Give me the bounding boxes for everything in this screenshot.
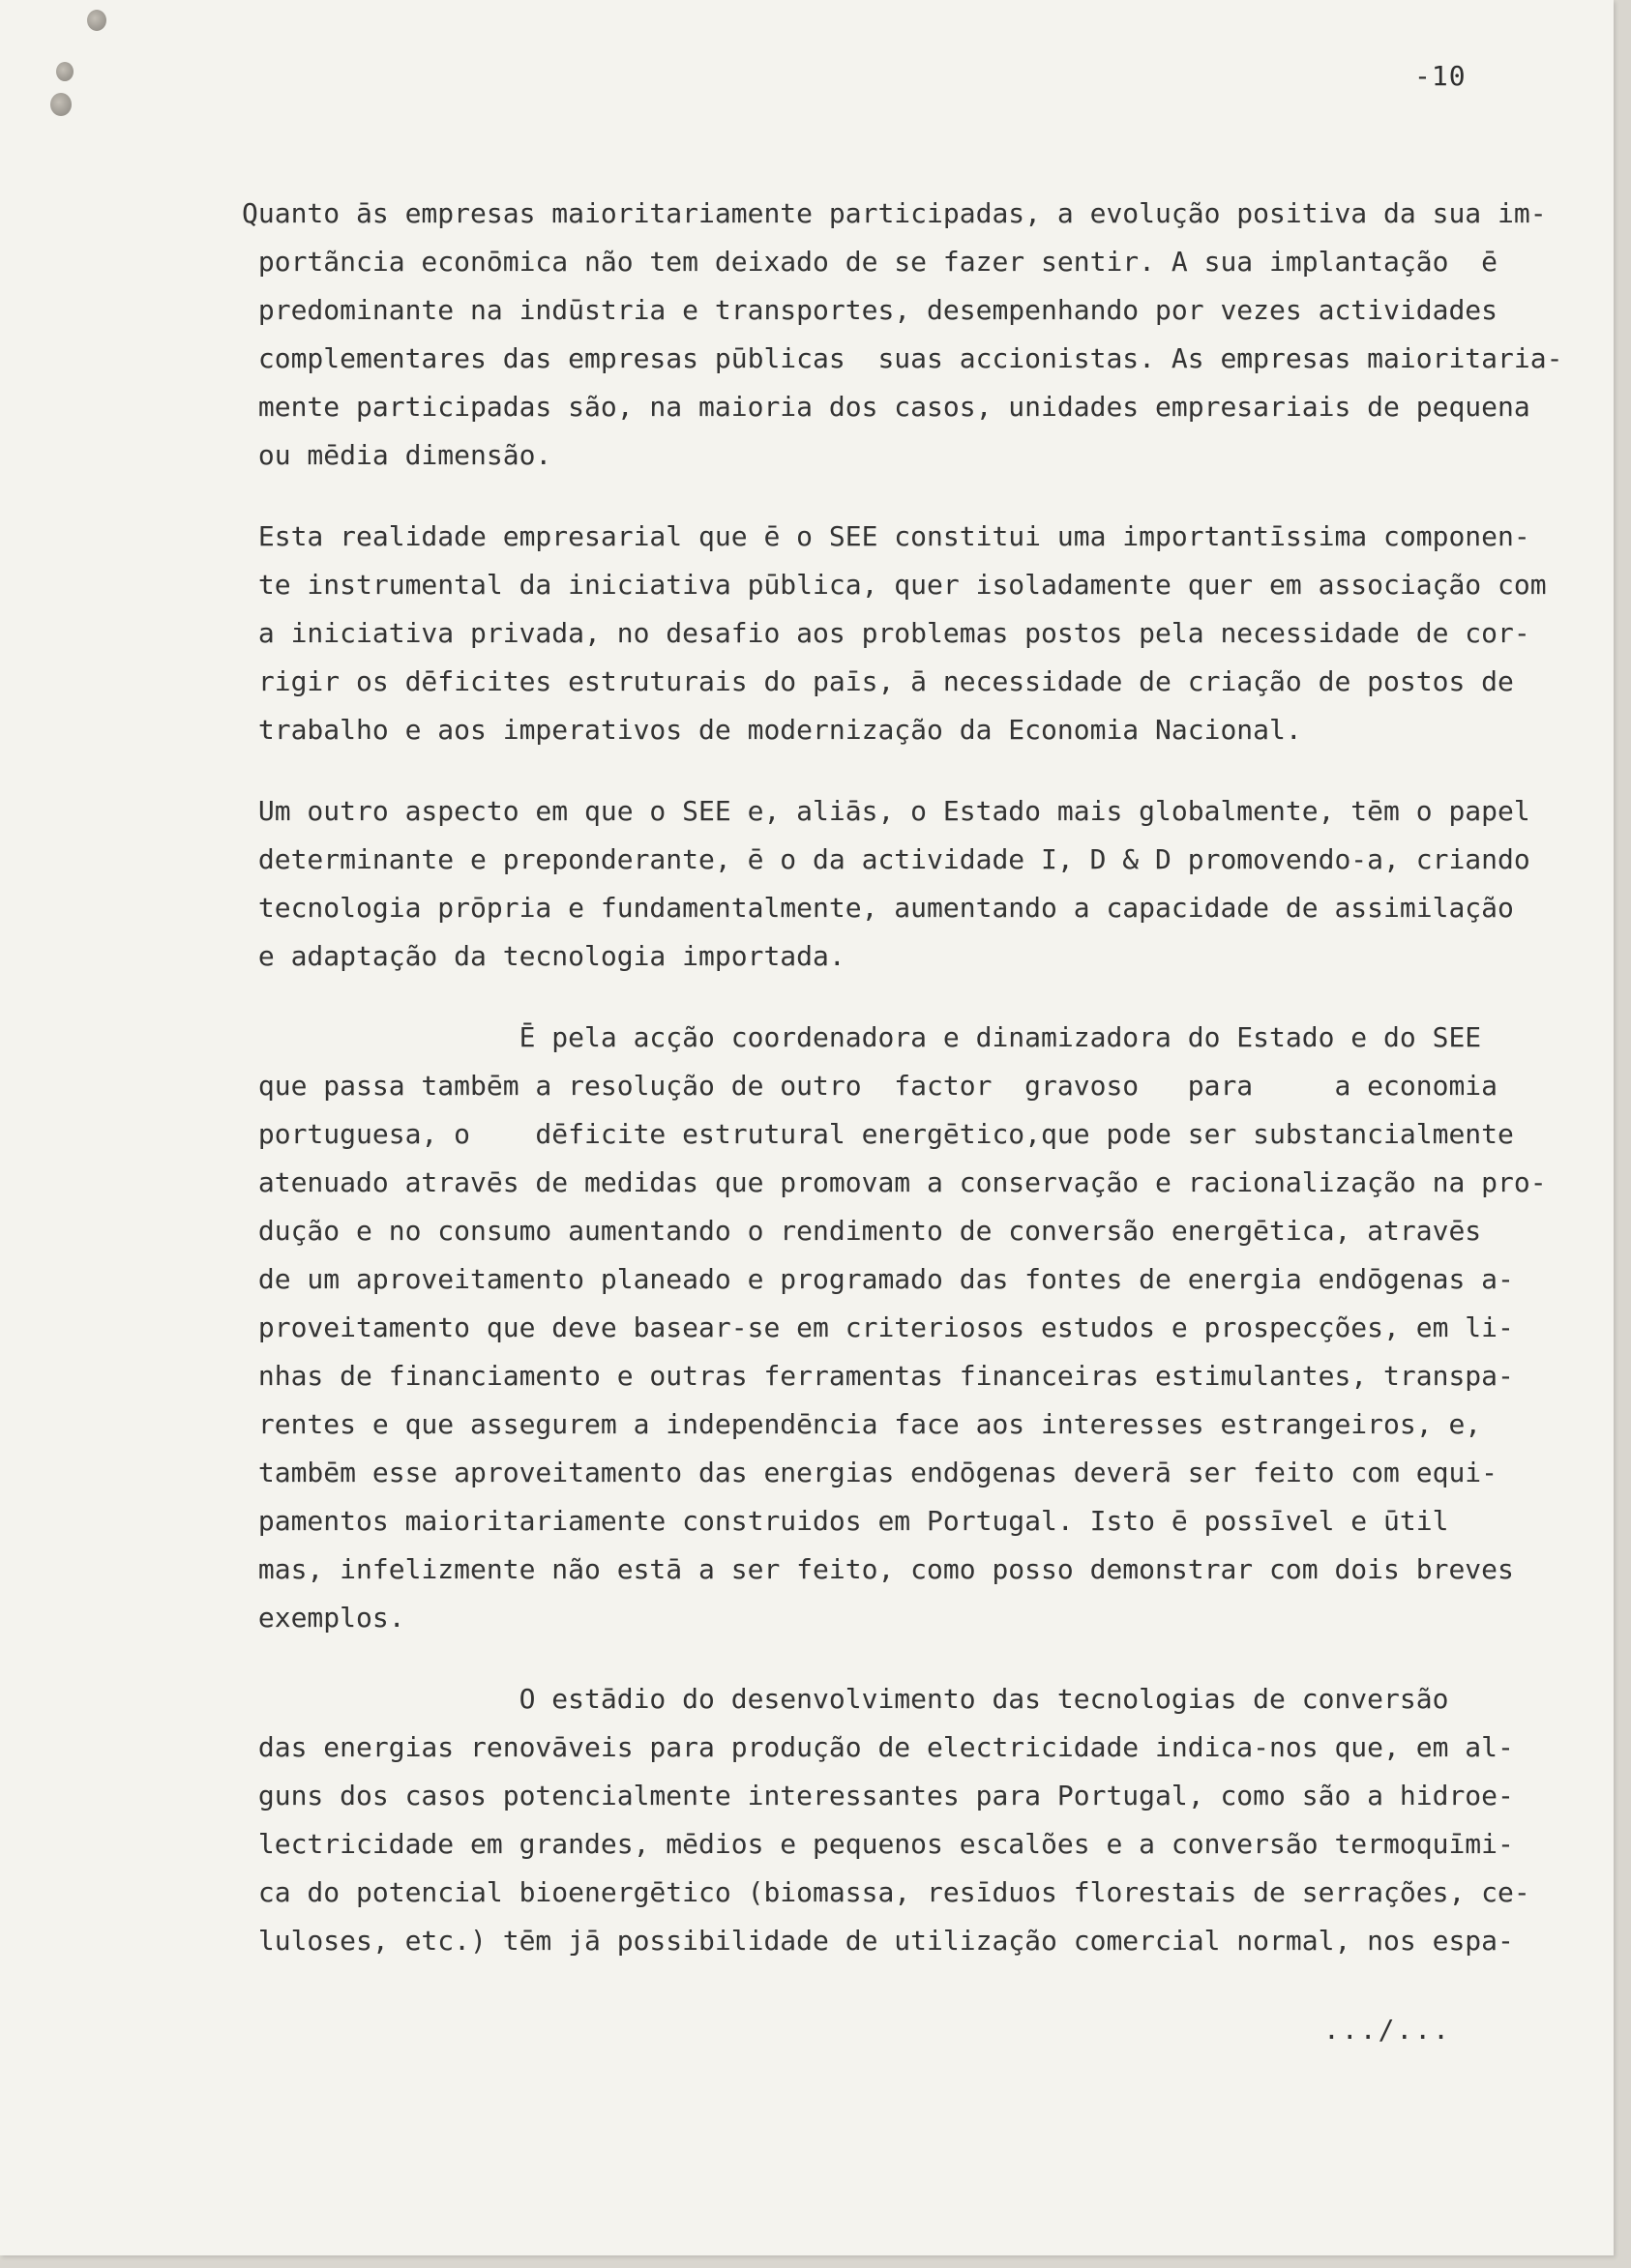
text-line: Esta realidade empresarial que ē o SEE constitui uma importantīssima componen- (242, 520, 1530, 552)
text-line: dução e no consumo aumentando o rendimento de conversão energētica, atravēs (242, 1215, 1482, 1247)
text-line: pamentos maioritariamente construidos em Portugal. Isto ē possīvel e ūtil (242, 1505, 1449, 1537)
text-line: mente participadas são, na maioria dos casos, unidades empresariais de pequena (242, 391, 1530, 423)
text-line: das energias renovāveis para produção de electricidade indica-nos que, em al- (242, 1731, 1514, 1763)
text-line: exemplos. (242, 1602, 405, 1634)
document-body (242, 190, 1563, 1998)
text-line: portãncia econōmica não tem deixado de se fazer sentir. A sua implantação ē (242, 246, 1498, 278)
text-line: ca do potencial bioenergētico (biomassa, resīduos florestais de serrações, ce- (242, 1876, 1530, 1908)
text-line: rentes e que assegurem a independēncia face aos interesses estrangeiros, e, (242, 1408, 1482, 1440)
text-line: Um outro aspecto em que o SEE e, aliās, o Estado mais globalmente, tēm o papel (242, 795, 1530, 827)
text-line: O estādio do desenvolvimento das tecnologias de conversão (242, 1683, 1449, 1715)
page-number: -10 (1414, 60, 1467, 92)
text-line: Ē pela acção coordenadora e dinamizadora do Estado e do SEE (242, 1021, 1482, 1053)
text-line: determinante e preponderante, ē o da actividade I, D & D promovendo-a, criando (242, 843, 1530, 875)
text-line: que passa tambēm a resolução de outro factor gravoso para a economia (242, 1070, 1498, 1102)
text-line: de um aproveitamento planeado e programado das fontes de energia endōgenas a- (242, 1263, 1514, 1295)
text-line: guns dos casos potencialmente interessantes para Portugal, como são a hidroe- (242, 1780, 1514, 1811)
text-line: trabalho e aos imperativos de modernização da Economia Nacional. (242, 714, 1302, 746)
text-line: portuguesa, o dēficite estrutural energētico,que pode ser substancialmente (242, 1118, 1514, 1150)
text-line: tecnologia prōpria e fundamentalmente, aumentando a capacidade de assimilação (242, 892, 1514, 924)
text-line: predominante na indūstria e transportes, desempenhando por vezes actividades (242, 294, 1498, 326)
text-line: lectricidade em grandes, mēdios e pequenos escalões e a conversão termoquīmi- (242, 1828, 1514, 1860)
text-line: mas, infelizmente não estā a ser feito, como posso demonstrar com dois breves (242, 1553, 1514, 1585)
text-line: atenuado atravēs de medidas que promovam a conservação e racionalização na pro- (242, 1166, 1547, 1198)
continuation-mark: .../... (1323, 2014, 1452, 2046)
paragraph (242, 513, 1548, 754)
paragraph (242, 1675, 1548, 1965)
text-line: nhas de financiamento e outras ferramentas financeiras estimulantes, transpa- (242, 1360, 1514, 1392)
staple-mark-icon (50, 93, 72, 116)
text-line: e adaptação da tecnologia importada. (242, 940, 845, 972)
text-line: complementares das empresas pūblicas suas accionistas. As empresas maioritaria- (242, 342, 1563, 374)
paragraph (242, 1014, 1548, 1642)
text-line: rigir os dēficites estruturais do paīs, ā necessidade de criação de postos de (242, 665, 1514, 697)
paragraph (242, 190, 1563, 480)
text-line: tambēm esse aproveitamento das energias endōgenas deverā ser feito com equi- (242, 1457, 1498, 1488)
text-line: luloses, etc.) tēm jā possibilidade de utilização comercial normal, nos espa- (242, 1925, 1514, 1957)
staple-mark-icon (56, 62, 74, 81)
text-line: proveitamento que deve basear-se em criteriosos estudos e prospecções, em li- (242, 1311, 1514, 1343)
paragraph (242, 787, 1548, 981)
text-line: te instrumental da iniciativa pūblica, quer isoladamente quer em associação com (242, 569, 1547, 601)
text-line: a iniciativa privada, no desafio aos problemas postos pela necessidade de cor- (242, 617, 1530, 649)
text-line: ou mēdia dimensão. (242, 439, 552, 471)
staple-mark-icon (87, 10, 106, 31)
text-line: Quanto ās empresas maioritariamente participadas, a evolução positiva da sua im- (242, 197, 1547, 229)
